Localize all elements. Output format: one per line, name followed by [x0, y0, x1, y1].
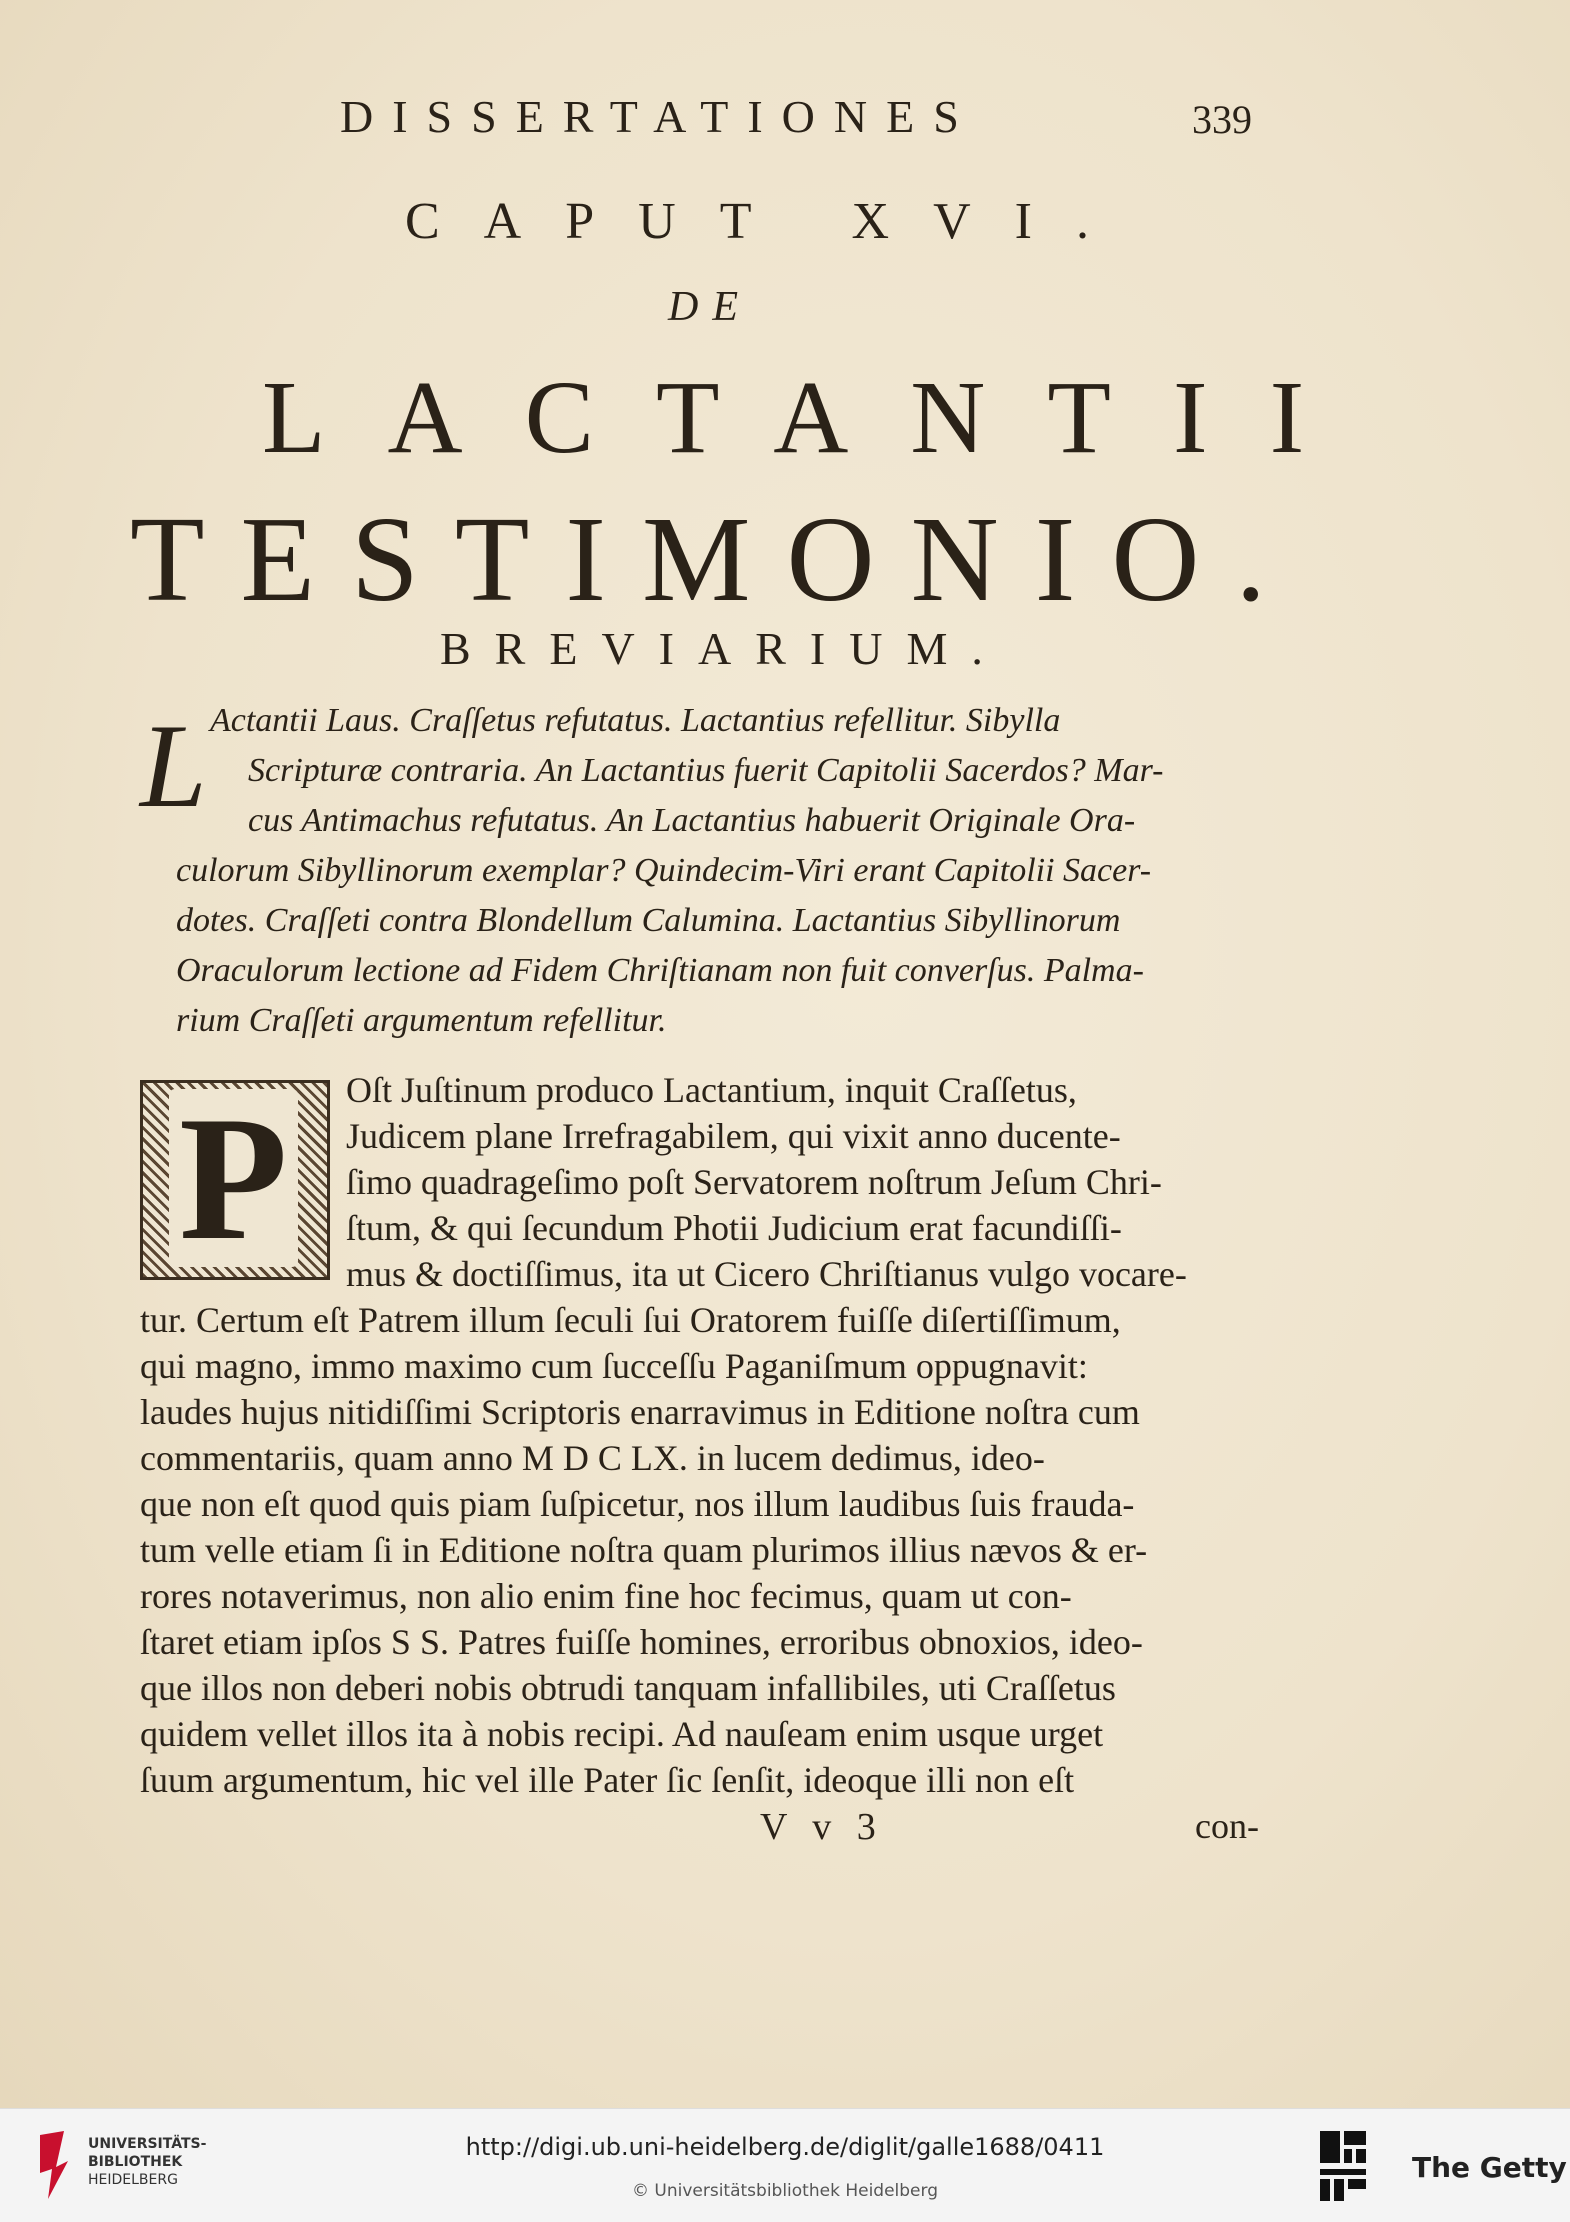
text-line: ſimo quadrageſimo poſt Servatorem noſtrum Jeſum Chri-	[346, 1162, 1162, 1202]
getty-logo-icon[interactable]	[1318, 2129, 1368, 2203]
text-line: ſtum, & qui ſecundum Photii Judicium erat facundiſſi-	[346, 1208, 1122, 1248]
catchword: con-	[1195, 1806, 1259, 1846]
library-name-line-3: HEIDELBERG	[88, 2172, 178, 2188]
text-line: ſuum argumentum, hic vel ille Pater ſic ſenſit, ideoque illi non eſt	[140, 1760, 1075, 1800]
text-line: laudes hujus nitidiſſimi Scriptoris enarravimus in Editione noſtra cum	[140, 1392, 1140, 1432]
text-line: quidem vellet illos ita à nobis recipi. Ad nauſeam enim usque urget	[140, 1714, 1104, 1754]
title-line-2: TESTIMONIO.	[130, 492, 1302, 627]
title-line-1: LACTANTII	[262, 360, 1367, 475]
text-line: tur. Certum eſt Patrem illum ſeculi ſui Oratorem fuiſſe diſertiſſimum,	[140, 1300, 1121, 1340]
library-name-line-1: UNIVERSITÄTS-	[88, 2136, 207, 2152]
text-line: rores notaverimus, non alio enim fine hoc fecimus, quam ut con-	[140, 1576, 1072, 1616]
signature-mark: V v 3	[760, 1806, 884, 1848]
summary-initial: L	[140, 699, 207, 832]
title-preposition: DE	[668, 284, 752, 330]
text-line: que non eſt quod quis piam ſuſpicetur, nos illum laudibus ſuis frauda-	[140, 1484, 1135, 1524]
summary-line: culorum Sibyllinorum exemplar? Quindecim-Viri erant Capitolii Sacer-	[176, 852, 1152, 889]
running-head: DISSERTATIONES	[340, 91, 978, 142]
summary-line: cus Antimachus refutatus. An Lactantius habuerit Originale Ora-	[248, 802, 1136, 839]
dropcap-ornament	[140, 1080, 330, 1280]
text-line: ſtaret etiam ipſos S S. Patres fuiſſe homines, erroribus obnoxios, ideo-	[140, 1622, 1143, 1662]
getty-wordmark: The Getty	[1412, 2151, 1567, 2184]
text-line: tum velle etiam ſi in Editione noſtra quam plurimos illius nævos & er-	[140, 1530, 1148, 1570]
text-line: que illos non deberi nobis obtrudi tanquam infallibiles, uti Craſſetus	[140, 1668, 1116, 1708]
breviarium-heading: BREVIARIUM.	[440, 623, 1007, 674]
summary-line: Actantii Laus. Craſſetus refutatus. Lactantius refellitur. Sibylla	[210, 702, 1061, 739]
text-line: Judicem plane Irrefragabilem, qui vixit anno ducente-	[346, 1116, 1121, 1156]
dropcap-letter: P	[169, 1089, 298, 1267]
library-name-line-2: BIBLIOTHEK	[88, 2154, 183, 2170]
text-line: mus & doctiſſimus, ita ut Cicero Chriſtianus vulgo vocare-	[346, 1254, 1187, 1294]
summary-line: rium Craſſeti argumentum refellitur.	[176, 1002, 667, 1039]
text-line: Oſt Juſtinum produco Lactantium, inquit Craſſetus,	[346, 1070, 1077, 1110]
copyright-notice: © Universitätsbibliothek Heidelberg	[631, 2181, 938, 2201]
summary-line: Scripturæ contraria. An Lactantius fuerit Capitolii Sacerdos? Mar-	[248, 752, 1164, 789]
chapter-heading: CAPUT XVI.	[405, 193, 1133, 250]
permalink-url[interactable]: http://digi.ub.uni-heidelberg.de/diglit/galle1688/0411	[465, 2133, 1105, 2161]
text-line: commentariis, quam anno M D C LX. in lucem dedimus, ideo-	[140, 1438, 1045, 1478]
text-line: qui magno, immo maximo cum ſucceſſu Paganiſmum oppugnavit:	[140, 1346, 1088, 1386]
summary-line: dotes. Craſſeti contra Blondellum Calumina. Lactantius Sibyllinorum	[176, 902, 1121, 939]
page-number: 339	[1192, 97, 1252, 142]
summary-line: Oraculorum lectione ad Fidem Chriſtianam non fuit converſus. Palma-	[176, 952, 1144, 989]
viewer-footer	[0, 2108, 1570, 2222]
